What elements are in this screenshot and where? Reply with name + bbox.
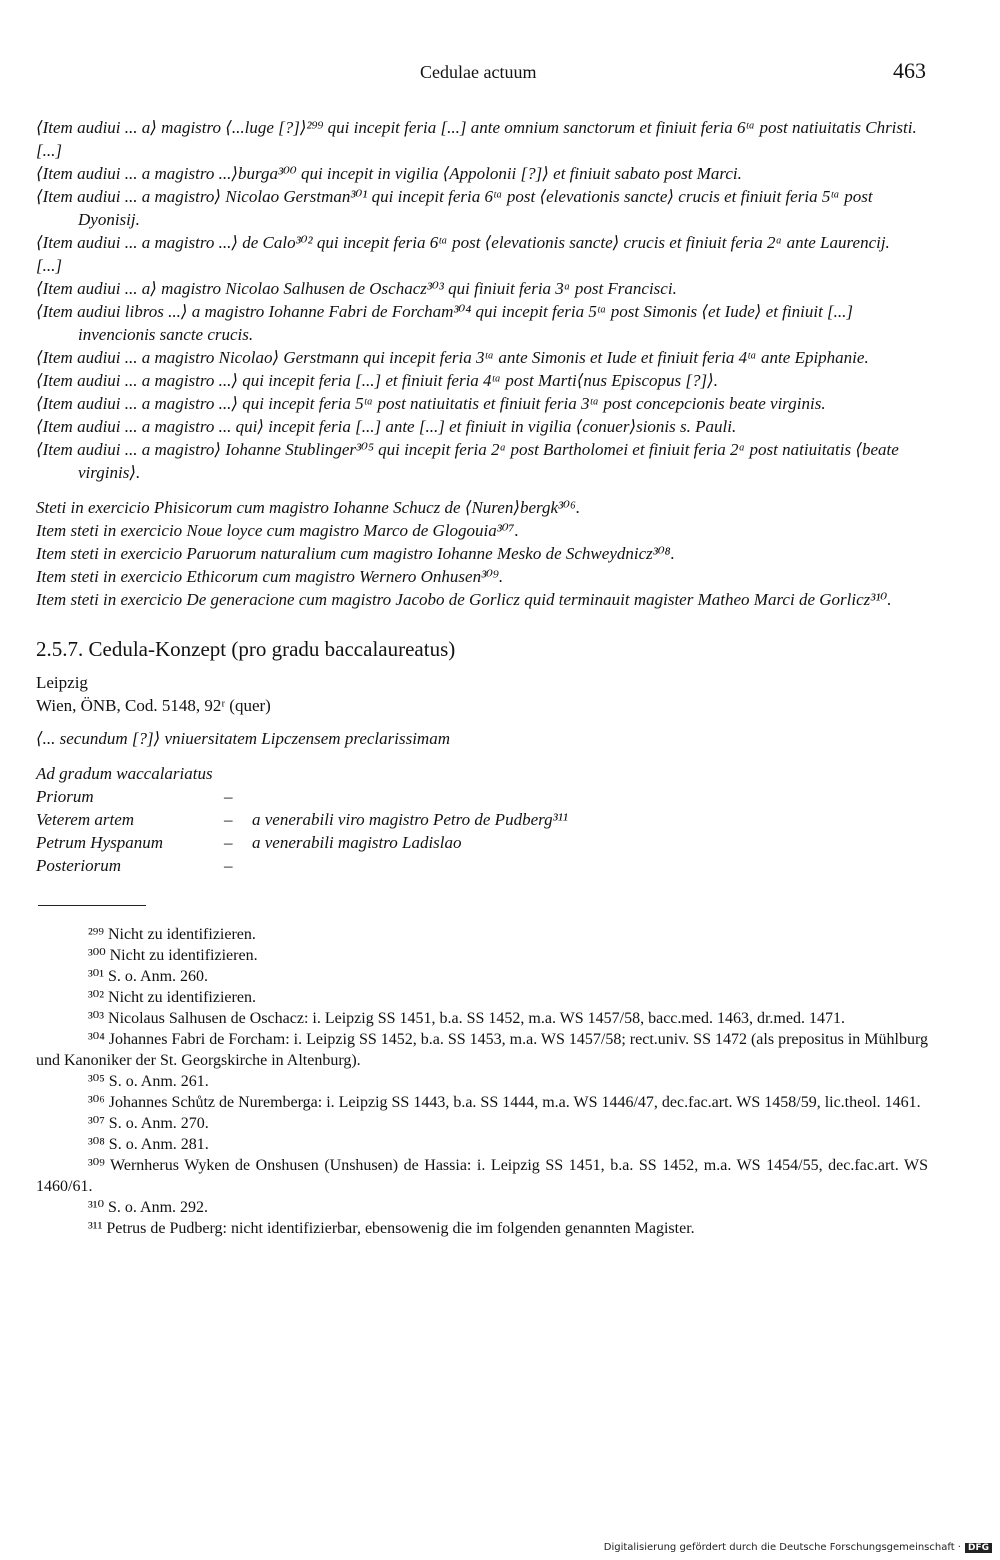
ellipsis-line: [...] bbox=[36, 141, 62, 160]
dash: – bbox=[224, 787, 233, 806]
subject: Priorum bbox=[36, 787, 94, 806]
place: Leipzig bbox=[36, 673, 88, 692]
entry: ⟨Item audiui ... a⟩ magistro ⟨...luge [?]⟩²⁹⁹ qui incepit feria [...] ante omnium sanctorum et finiuit feria 6ᵗᵃ post natiuitatis Christi. bbox=[36, 118, 917, 137]
exercise-entries bbox=[36, 496, 928, 611]
entry: Item steti in exercicio Ethicorum cum magistro Wernero Onhusen³⁰⁹. bbox=[36, 567, 504, 586]
table-title: Ad gradum waccalariatus bbox=[36, 764, 213, 783]
audit-entries bbox=[36, 116, 928, 484]
dash: – bbox=[224, 856, 233, 875]
digitization-credit bbox=[604, 1542, 992, 1553]
footnote: ³¹¹ Petrus de Pudberg: nicht identifizierbar, ebensowenig die im folgenden genannten Magister. bbox=[88, 1220, 695, 1237]
table-row bbox=[36, 785, 928, 808]
entry: ⟨Item audiui ... a magistro ...⟩ qui incepit feria [...] et finiuit feria 4ᵗᵃ post Marti⟨nus Episcopus [?]⟩. bbox=[36, 371, 718, 390]
footnote-separator bbox=[38, 905, 146, 906]
running-title: Cedulae actuum bbox=[420, 62, 537, 82]
page-number: 463 bbox=[893, 58, 926, 83]
entry: ⟨Item audiui ... a magistro⟩ Iohanne Stublinger³⁰⁵ qui incepit feria 2ᵃ post Bartholomei et finiuit feria 2ᵃ post natiuitatis ⟨beate virginis⟩. bbox=[36, 440, 899, 482]
subject: Petrum Hyspanum bbox=[36, 833, 164, 852]
entry: ⟨Item audiui ... a magistro ...⟩ de Calo³⁰² qui incepit feria 6ᵗᵃ post ⟨elevationis sancte⟩ crucis et finiuit feria 2ᵃ ante Laurencij. bbox=[36, 233, 890, 252]
entry: Item steti in exercicio Paruorum naturalium cum magistro Iohanne Mesko de Schweydnicz³⁰⁸. bbox=[36, 544, 675, 563]
dash: – bbox=[224, 810, 233, 829]
page-header bbox=[0, 58, 1000, 86]
table-row bbox=[36, 854, 928, 877]
entry: ⟨Item audiui ... a⟩ magistro Nicolao Salhusen de Oschacz³⁰³ qui finiuit feria 3ᵃ post Francisci. bbox=[36, 279, 677, 298]
credit-text: Digitalisierung gefördert durch die Deutsche Forschungsgemeinschaft · bbox=[603, 1542, 961, 1553]
section-heading: 2.5.7. Cedula-Konzept (pro gradu baccalaureatus) bbox=[36, 637, 456, 661]
footnote: ³⁰² Nicht zu identifizieren. bbox=[88, 989, 256, 1006]
subject: Veterem artem bbox=[36, 810, 135, 829]
incipit: ⟨... secundum [?]⟩ vniuersitatem Lipczensem preclarissimam bbox=[36, 729, 450, 748]
footnote: ³⁰⁸ S. o. Anm. 281. bbox=[88, 1136, 209, 1153]
source-reference: Wien, ÖNB, Cod. 5148, 92ʳ (quer) bbox=[36, 696, 271, 715]
footnote: ³⁰⁷ S. o. Anm. 270. bbox=[88, 1115, 209, 1132]
subject: Posteriorum bbox=[36, 856, 121, 875]
footnote: ²⁹⁹ Nicht zu identifizieren. bbox=[88, 926, 256, 943]
footnote: ³⁰³ Nicolaus Salhusen de Oschacz: i. Leipzig SS 1451, b.a. SS 1452, m.a. WS 1457/58, bacc.med. 1463, dr.med. 1471. bbox=[88, 1010, 845, 1027]
ellipsis-line: [...] bbox=[36, 256, 62, 275]
footnote: ³⁰⁴ Johannes Fabri de Forcham: i. Leipzig SS 1452, b.a. SS 1453, m.a. WS 1457/58; rect.univ. SS 1472 (als prepositus in Mühlburg und Kanoniker der St. Georgskirche in Altenburg). bbox=[36, 1031, 929, 1069]
footnote: ³⁰⁹ Wernherus Wyken de Onshusen (Unshusen) de Hassia: i. Leipzig SS 1451, b.a. SS 1452, m.a. WS 1454/55, dec.fac.art. WS 1460/61. bbox=[36, 1157, 928, 1195]
entry: Item steti in exercicio Noue loyce cum magistro Marco de Glogouia³⁰⁷. bbox=[36, 521, 519, 540]
dash: – bbox=[224, 833, 233, 852]
entry: ⟨Item audiui ... a magistro ...⟩ qui incepit feria 5ᵗᵃ post natiuitatis et finiuit feria 3ᵗᵃ post concepcionis beate virginis. bbox=[36, 394, 826, 413]
dfg-logo-icon: DFG bbox=[965, 1543, 992, 1553]
entry: ⟨Item audiui ... a magistro ... qui⟩ incepit feria [...] ante [...] et finiuit in vigilia ⟨conuer⟩sionis s. Pauli. bbox=[36, 417, 737, 436]
table-row bbox=[36, 831, 928, 854]
teacher: a venerabili viro magistro Petro de Pudberg³¹¹ bbox=[252, 810, 568, 829]
degree-table bbox=[36, 762, 928, 877]
entry: ⟨Item audiui ... a magistro Nicolao⟩ Gerstmann qui incepit feria 3ᵗᵃ ante Simonis et Iude et finiuit feria 4ᵗᵃ ante Epiphanie. bbox=[36, 348, 869, 367]
teacher: a venerabili magistro Ladislao bbox=[252, 833, 462, 852]
footnote: ³⁰¹ S. o. Anm. 260. bbox=[88, 968, 209, 985]
footnote: ³¹⁰ S. o. Anm. 292. bbox=[88, 1199, 209, 1216]
footnote: ³⁰⁵ S. o. Anm. 261. bbox=[88, 1073, 209, 1090]
footnotes bbox=[36, 924, 928, 1239]
entry: ⟨Item audiui ... a magistro⟩ Nicolao Gerstman³⁰¹ qui incepit feria 6ᵗᵃ post ⟨elevationis sancte⟩ crucis et finiuit feria 5ᵗᵃ post Dyonisij. bbox=[36, 187, 873, 229]
entry: Item steti in exercicio De generacione cum magistro Jacobo de Gorlicz quid terminauit magister Matheo Marci de Gorlicz³¹⁰. bbox=[36, 590, 892, 609]
table-row bbox=[36, 808, 928, 831]
footnote: ³⁰⁶ Johannes Schůtz de Nuremberga: i. Leipzig SS 1443, b.a. SS 1444, m.a. WS 1446/47, dec.fac.art. WS 1458/59, lic.theol. 1461. bbox=[88, 1094, 921, 1111]
page-body bbox=[36, 116, 928, 1239]
entry: ⟨Item audiui libros ...⟩ a magistro Iohanne Fabri de Forcham³⁰⁴ qui incepit feria 5ᵗᵃ post Simonis ⟨et Iude⟩ et finiuit [...] invencionis sancte crucis. bbox=[36, 302, 854, 344]
entry: ⟨Item audiui ... a magistro ...⟩burga³⁰⁰ qui incepit in vigilia ⟨Appolonii [?]⟩ et finiuit sabato post Marci. bbox=[36, 164, 742, 183]
entry: Steti in exercicio Phisicorum cum magistro Iohanne Schucz de ⟨Nuren⟩bergk³⁰⁶. bbox=[36, 498, 581, 517]
footnote: ³⁰⁰ Nicht zu identifizieren. bbox=[88, 947, 258, 964]
